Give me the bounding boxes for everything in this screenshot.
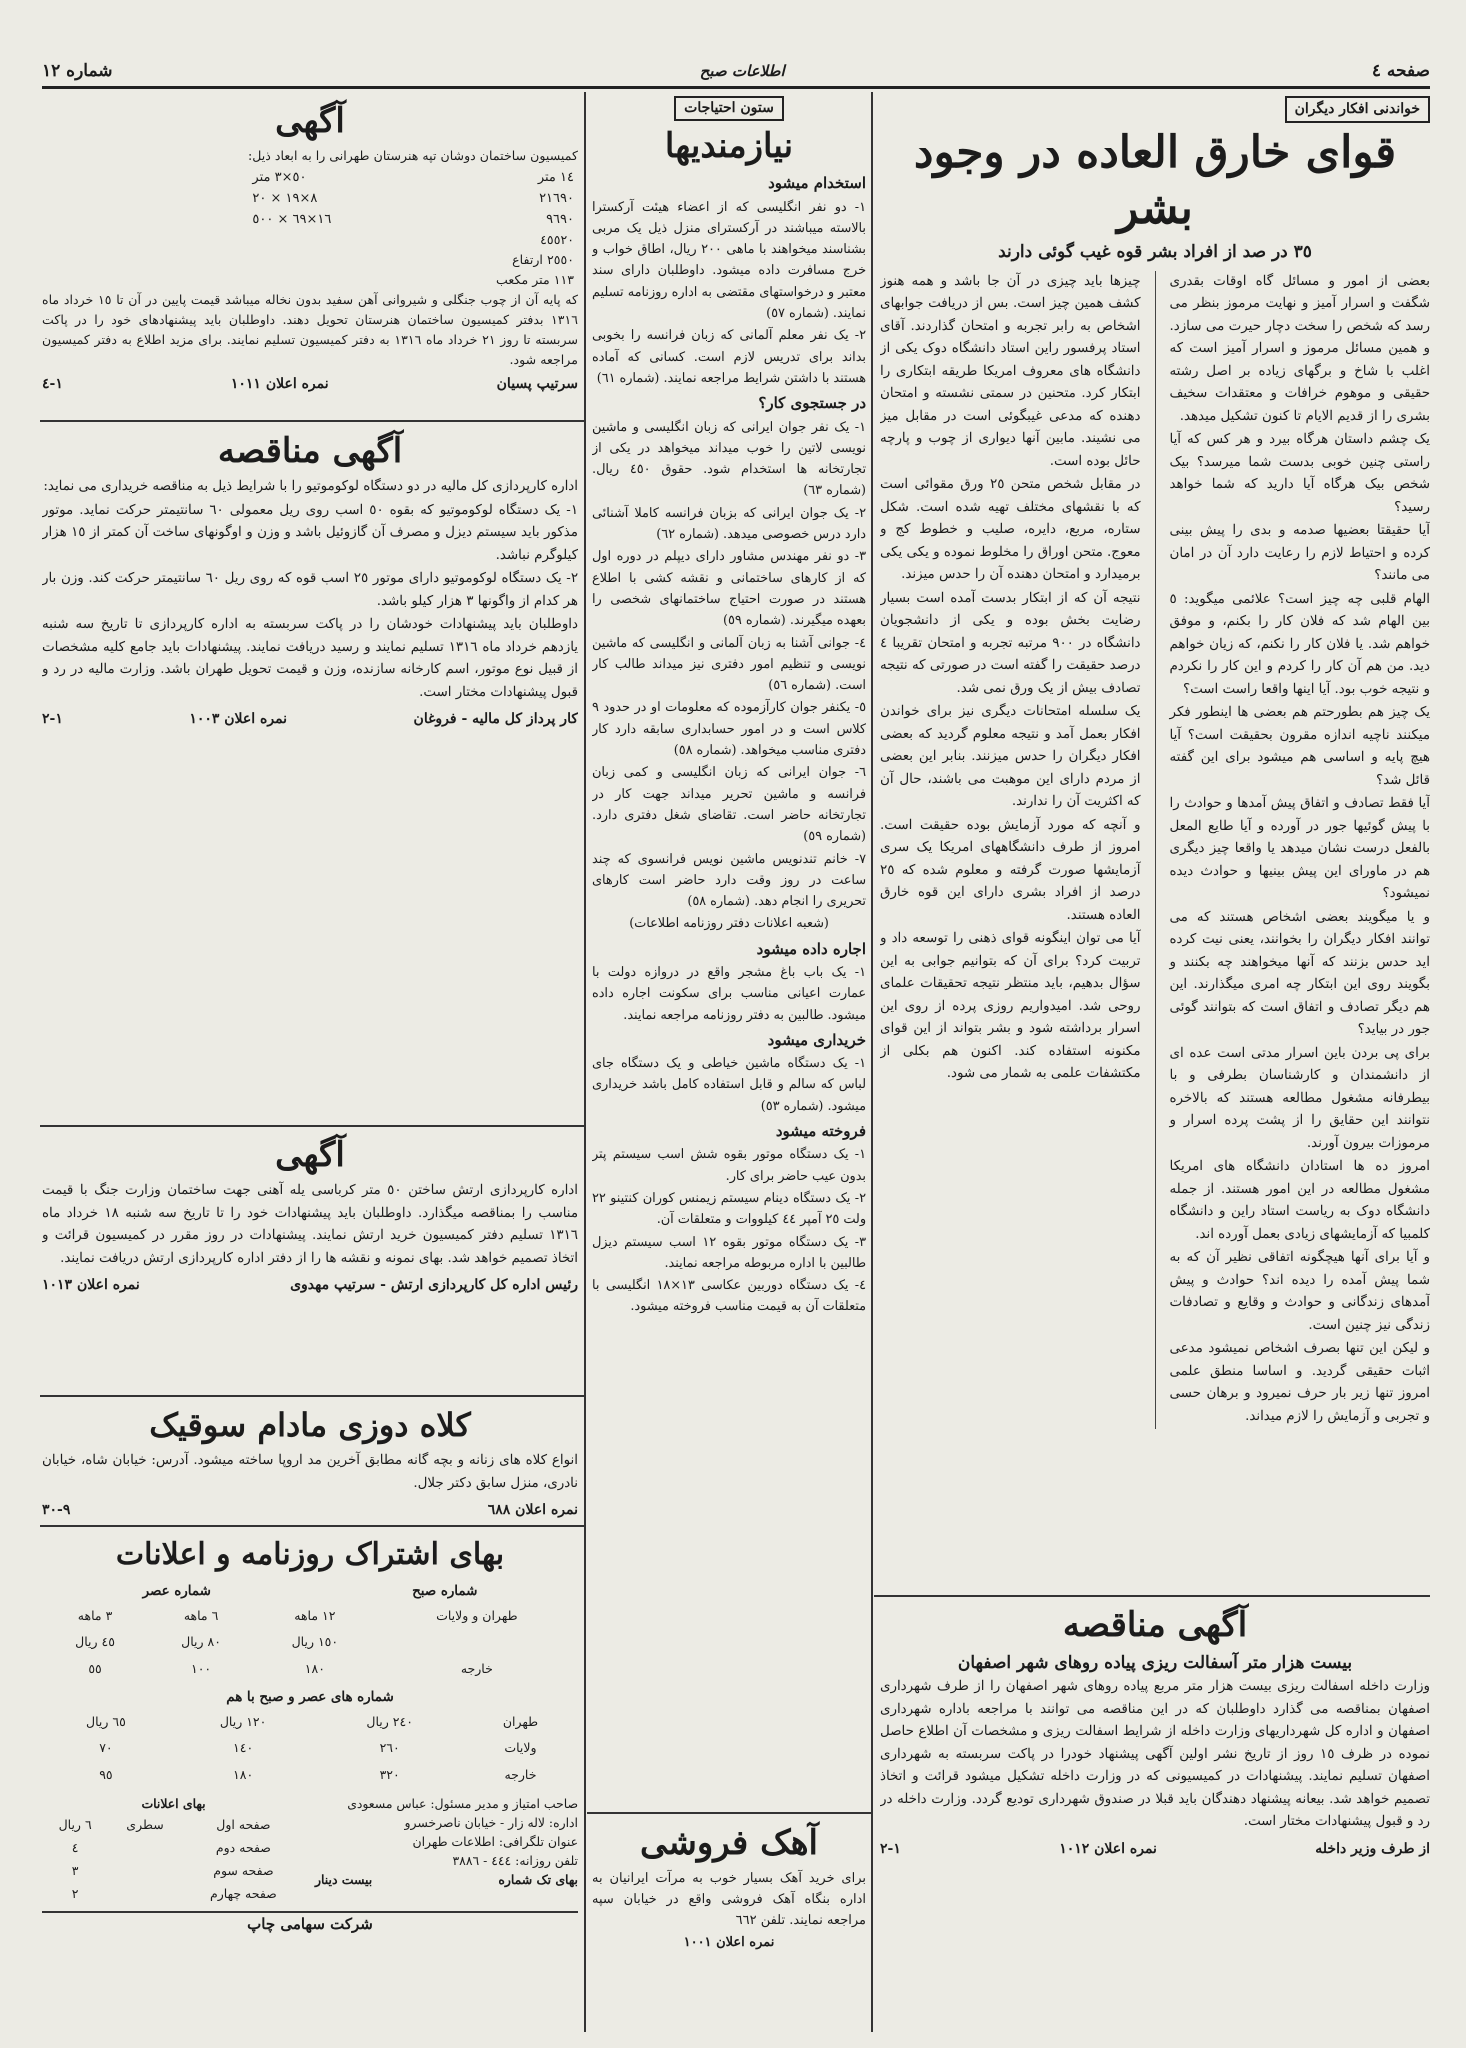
table-cell: ١٨٠ [304,1660,325,1676]
tender-ad-locomotive [42,426,578,1122]
table-cell: صفحه اول [216,1817,271,1832]
table-cell: صفحه سوم [213,1863,274,1878]
ad-title: آهک فروشی [640,1823,818,1863]
table-cell: ٨٠ ریال [181,1634,221,1649]
lime-sale-ad [592,1818,866,2030]
ad-title: آگهی مناقصه [217,431,403,471]
ad-subtitle: بیست هزار متر آسفالت ریزی پیاده روهای شهر اصفهان [957,1653,1353,1673]
phone-line: تلفن روزانه: ٤٤٤ - ٣٨٨٦ [452,1853,578,1868]
ad-rates [42,1794,305,1905]
dimension-value: ١٤ متر [537,170,574,185]
article-subcolumn-right [1170,271,1431,1430]
table-cell [376,1629,578,1656]
classified-item: ٢- یک دستگاه دینام سیستم زیمنس کوران کنتینو ٢٢ ولت ٢٥ آمپر ٤٤ کیلووات و متعلقات آن. [592,1190,866,1228]
section-divider [874,1595,1430,1597]
table-cell [108,1859,182,1882]
classifieds-note: (شعبه اعلانات دفتر روزنامه اطلاعات) [629,916,829,932]
heading-hiring: استخدام میشود [768,174,866,193]
column-divider [584,92,586,2032]
paragraph: برای پی بردن باین اسرار مدتی است عده ای از دانشمندان و کارشناسان بطرفی و با بیطرفانه مشغول مطالعه هستند که بالاخره نتوانند این حقایق را از پشت پرده اسرار و مرموزات بیرون آورند. [1169,1045,1430,1151]
table-cell: ١٥٠ ریال [291,1634,339,1649]
owner-line: صاحب امتیاز و مدیر مسئول: عباس مسعودی [347,1796,578,1811]
table-cell [108,1882,182,1905]
classified-item: ١- یک باب باغ مشجر واقع در دروازه دولت با عمارت اعیانی مناسب برای سکونت اجاره داده میشود. طالبین به دفتر روزنامه مراجعه نمایند. [592,964,866,1023]
table-row [42,1656,578,1683]
classified-item: ١- دو نفر انگلیسی که از اعضاء هیئت آرکسترا بالاسته میباشند در آرکسترای منزل ذیل یک مربی بشناسند میخواهند با ماهی ٢٠٠ ریال، اطاق خواب و خرج مسافرت داده میشود. داوطلبان دارای سند معتبر و درخواستهای مقتضی به اداره روزنامه تسلیم نمایند. (شماره ٥٧) [592,199,866,322]
ad-intro: کمیسیون ساختمان دوشان تپه هنرستان طهرانی را به ابعاد ذیل: [248,148,578,163]
dimension-row [252,167,574,188]
classified-item: ٢- یک جوان ایرانی که بزبان فرانسه کاملا آشنائی دارد درس خصوصی میدهد. (شماره ٦٢) [592,505,866,543]
table-cell: ٦ ریال [58,1817,92,1832]
paragraph: یک سلسله امتحانات دیگری نیز برای خواندن افکار بعمل آمد و نتیجه معلوم گردید که بعضی افکار دیگران را حدس میزنند. بنابر این بعضی از مردم دارای این موهبت می باشند، حال آن که اکثریت آن را ندارند. [880,704,1141,809]
paragraph: و لیکن این تنها بصرف اشخاص نمیشود مدعی اثبات حقیقی گردید. و اساسا منطق علمی امروز تنها زیر بار حرف نمیرود و برهان حسی و تجربی و آزمایش را لازم میداند. [1169,1341,1430,1424]
classified-item: ٣- یک دستگاه موتور بقوه ١٢ اسب سیستم دیزل طالبین با اداره مربوطه مراجعه نمایند. [592,1234,866,1271]
ad-body: اداره کارپردازی ارتش ساختن ٥٠ متر کرباسی یله آهنی جهت ساختمان وزارت جنگ با قیمت مناسب را بمناقصه میگذارد. داوطلبان باید پیشنهادات خود را تا تاریخ سه شنبه ١٨ خرداد ماه ١٣١٦ تسلیم دفتر کمیسیون خرید ارتش نمایند. پیشنهادات در روز مقرر در کمیسیون قرائت و اتخاذ تصمیم خواهد شد. بهای نمونه و نقشه ها را از دفتر اداره کارپردازی ارتش دریافت نمایند. [42,1183,578,1266]
section-label: خواندنی افکار دیگران [1285,96,1430,123]
ad-signature: از طرف وزیر داخله [1315,1840,1430,1857]
subscription-rates [42,1530,578,2030]
table-row [42,1859,305,1882]
paragraph: و یا میگویند بعضی اشخاص هستند که می توانند افکار دیگران را بخوانند، یعنی نیت کرده اید حدس بزنند که آنها میخواهند چه بکنند و بگویند روی این ابتکار چه امری میگذارند. این هم دیگر تصادف و اتفاق است که بتوانند گوئی جور در بیاید؟ [1169,909,1430,1037]
table-row [42,1603,578,1630]
address-line: اداره: لاله زار - خیابان ناصرخسرو [404,1815,578,1830]
classified-item: ٢- یک نفر معلم آلمانی که زبان فرانسه را بخوبی بداند برای تدریس لازم است. کسانی که آماده هستند با داشتن شرایط مراجعه نمایند. (شماره ٦١) [592,328,866,386]
ad-sequence: ١-٤ [42,376,63,392]
page-header [42,56,1430,89]
paragraph: آیا فقط تصادف و اتفاق پیش آمدها و حوادث را با پیش گوئیها جور در آورده و آیا طایع المعل بالفعل درست نشان میدهد یا واقعا چیز دیگری هم در ماورای این پیش بینیها و حوادث دیده نمیشود؟ [1169,796,1430,901]
table-cell: ٥٥ [88,1660,102,1676]
ad-signature: سرتیپ پسیان [496,376,578,392]
paragraph: و آنچه که مورد آزمایش بوده حقیقت است. امروز از طرف دانشگاههای امریکا یک سری آزمایشها صورت گرفته و معلوم شده که ٢٥ درصد از افراد بشری دارای این قوه خارق العاده هستند. [880,817,1141,923]
ad-body: وزارت داخله اسفالت ریزی بیست هزار متر مربع پیاده روهای شهر اصفهان را از طرف شهرداری اصفهان بمناقصه می گذارد داوطلبان که در این مناقصه می توانند با مراجعه باداره شهرداری اصفهان و اداره کل شهرداریهای وزارت داخله از شرایط اسفالت ریزی و مشخصات آن اطلاع حاصل نموده در ظرف ١٥ روز از تاریخ نشر اولین آگهی پیشنهاد خودرا در پاکت سربسته به شهرداری اصفهان تسلیم نمایند. پیشنهادات در کمیسیونی که در وزارت داخله تشکیل میشود قرائت و اتخاذ تصمیم خواهد شد. بیعانه پیشنهاد دهندگان باید قبلا در صندوق شهرداری تودیع گردد. وزارت داخله در رد و قبول پیشنهادات مختار است. [880,1679,1430,1829]
table-cell: ٣ [71,1863,79,1878]
classified-item: ٧- خانم تندنویس ماشین نویس فرانسوی که چند ساعت در روز وقت دارد حاضر است کارهای تحریری را انجام دهد. (شماره ٥٨) [592,851,866,910]
table-cell: ٢٤٠ ریال [366,1713,413,1729]
rates-morning-label: شماره صبح [412,1583,478,1599]
table-cell: ولایات [504,1740,537,1755]
table-cell: ٣٢٠ [379,1766,400,1782]
ad-body: انواع کلاه های زنانه و بچه گانه مطابق آخرین مد اروپا ساخته میشود. آدرس: خیابان شاه، خیابان نادری، منزل سابق دکتر جلال. [42,1453,578,1491]
ad-army-procurement [42,1130,578,1392]
table-cell: صفحه دوم [215,1840,271,1855]
price-value: بیست دینار [315,1872,373,1887]
table-cell: خارجه [504,1766,537,1782]
ad-item: ١- یک دستگاه لوکوموتیو که بقوه ٥٠ اسب روی ریل معمولی ٦٠ سانتیمتر حرکت نماید. موتور مذکور باید سیستم دیزل و مصرف آن گازوئیل باشد و وزن و اوگونهای ساخت آن کمتر از ١٥ هزار کیلوگرم نباشد. [42,502,578,563]
table-cell [108,1836,182,1859]
ad-sequence: ١-٢ [42,711,63,727]
tender-ad-asphalt [880,1600,1430,2030]
dimension-value: ١٦×٦٩ × ٥٠٠ [252,212,332,227]
rates-title: بهای اشتراک روزنامه و اعلانات [115,1537,505,1572]
paragraph: آیا می توان اینگونه قوای ذهنی را توسعه داد و تربیت کرد؟ برای آن که بتوانیم جوابی به این سؤال بدهیم، باید منتظر نتیجه تحقیقات علمای روحی شد. امیدواریم روزی پرده از روی این اسرار برداشته شود و بشر بتواند از این قوای مکنونه استفاده کند. اکنون هم بکلی از مکتشفات علمی به شمار می شود. [880,931,1141,1081]
section-divider [40,1525,584,1527]
table-cell: ٤٥ ریال [75,1634,115,1649]
telegram-line: عنوان تلگرافی: اطلاعات طهران [412,1834,578,1849]
dimension-row [252,209,574,230]
article-column [880,96,1430,1591]
ad-hat-maker [42,1400,578,1522]
ad-item: ٢- یک دستگاه لوکوموتیو دارای موتور ٢٥ اسب قوه که روی ریل ٦٠ سانتیمتر حرکت کند. وزن بار هر کدام از واگونها ٣ هزار کیلو باشد. [42,571,578,609]
table-cell: ٤ [71,1840,79,1855]
dimension-total: ١١٣ متر مکعب [496,272,574,287]
heading-buying: خریداری میشود [767,1030,866,1049]
ad-body: داوطلبان باید پیشنهادات خودشان را در پاکت سربسته به اداره کارپردازی تا تاریخ سه شنبه یازدهم خرداد ماه ١٣١٦ تسلیم نمایند و رسید دریافت نمایند. پیشنهادات باید جامع کلیه مشخصات از قبیل نوع موتور، اسم کارخانه سازنده، وزن و قیمت تحویل طهران باشد. وزارت مالیه در رد و قبول پیشنهادات مختار است. [42,617,578,700]
table-cell: خارجه [460,1660,493,1676]
ad-construction [42,96,578,416]
article-subcolumn-left [880,271,1141,1430]
ad-signature: رئیس اداره کل کارپردازی ارتش - سرتیپ مهدوی [290,1277,578,1293]
ad-sequence: ٩-٣٠ [42,1502,71,1518]
ad-title: کلاه دوزی مادام سوقیک [149,1406,471,1444]
table-cell: ١٨٠ [233,1766,254,1782]
ad-number: نمره اعلان ١٠١٢ [1059,1840,1157,1857]
dimension-value: ٥٠×٣ متر [252,170,307,185]
table-row [42,1813,305,1836]
paragraph: امروز ده ها استادان دانشگاه های امریکا مشغول مطالعه در این امور هستند. از جمله دانشگاه دوک به ریاست استاد راین و دانشگاه کلمبیا که آزمایشهای زیادی بعمل آورده اند. [1169,1159,1430,1242]
article-title: قوای خارق العاده در وجود بشر [913,126,1397,234]
ad-title: آگهی [275,101,345,141]
table-cell: ١٠٠ [190,1660,212,1676]
paragraph: نتیجه آن که از ابتکار بدست آمده است بسیار رضایت بخش بوده و یکی از دانشجویان دانشگاه در ٩٠٠ مرتبه تجربه و امتحان تقریبا ٤ درصد حقیقت را گفته است در صورتی که نتیجه تصادف بیش از یک ورق نمی شد. [880,590,1141,696]
table-cell: ٦ ماهه [183,1607,219,1623]
rates-table [42,1603,578,1683]
table-cell: ٧٠ [99,1740,113,1755]
classified-item: ٦- جوان ایرانی که زبان انگلیسی و کمی زبان فرانسه و ماشین تحریر میداند جهت کار در تجارتخانه حاضر است. تقاضای شغل دفتری دارد. (شماره ٥٩) [592,765,866,845]
table-cell: طهران و ولایات [436,1607,518,1623]
table-row [42,1762,578,1789]
paragraph: یک چیز هم بطورحتم هم بعضی ها اینطور فکر میکنند ناچیه اندازه مقرون بحقیقت است؟ آیا هیچ پایه و اساسی هم میشود برای این گفته قائل شد؟ [1169,705,1430,788]
rates-both-table [42,1709,578,1789]
dimension-value: ٩٦٩٠ [546,212,574,227]
ad-number: نمره اعلان ١٠٠٣ [189,711,288,727]
section-divider [587,1812,871,1814]
article-subtitle: ٣٥ در صد از افراد بشر قوه غیب گوئی دارند [998,241,1312,262]
dimension-total: ٤٥٥٢٠ [540,232,574,247]
issue-number: شماره ١٢ [42,61,113,81]
table-cell: ٣ ماهه [77,1607,113,1623]
dimension-value: ٢١٦٩٠ [539,191,574,206]
ad-body: که پایه آن از چوب جنگلی و شیروانی آهن سفید بدون نخاله میباشد قیمت پایین در آن تا ١٥ خرداد ماه ١٣١٦ بدفتر کمیسیون ساختمان هنرستان تحویل دهند. داوطلبان باید پیشنهادهای خود را در پاکت سربسته تا روز ٢١ خرداد ماه ١٣١٦ به دفتر کمیسیون تسلیم نمایند. برای مزید اطلاع به دفتر کمیسیون مراجعه شود. [42,292,578,367]
table-cell: ١٢ ماهه [294,1607,336,1623]
ad-signature: کار پرداز کل مالیه - فروغان [413,711,578,727]
ad-rates-table [42,1813,305,1905]
section-divider [40,1395,584,1397]
dimension-row [252,188,574,209]
page-number: صفحه ٤ [1371,61,1430,81]
paragraph: و آیا برای آنها هیچگونه اتفاقی نظیر آن که به شما پیش آمده را دیده اند؟ حوادث و پیش آمدهای زندگانی و حوادث و وقایع و تصادفات زندگی نیز چنین است. [1169,1250,1430,1333]
ad-body: برای خرید آهک بسیار خوب به مرآت ایرانیان به اداره بنگاه آهک فروشی واقع در خیابان سپه مراجعه نمایند. تلفن ٦٦٢ [592,1871,866,1928]
classifieds-title: نیازمندیها [664,126,794,167]
classified-item: ٤- یک دستگاه دوربین عکاسی ١٣×١٨ انگلیسی با متعلقات آن به قیمت مناسب فروخته میشود. [592,1278,866,1315]
section-divider [40,1125,584,1127]
table-cell: ٩٥ [99,1766,113,1782]
printer-line: شرکت سهامی چاپ [42,1911,578,1936]
paragraph: یک چشم داستان هرگاه بیرد و هر کس که آیا راستی چنین خوبی بدست شما میرسد؟ بیک شخص بیک هرگاه آیا دارید که شما خواهد رسید؟ [1169,432,1430,515]
table-row [42,1882,305,1905]
classifieds-column [592,96,866,1806]
newspaper-name: اطلاعات صبح [699,62,785,80]
classified-item: ١- یک دستگاه موتور بقوه شش اسب سیستم پتر بدون عیب حاضر برای کار. [592,1147,866,1184]
ad-number: نمره اعلان ١٠١١ [230,376,329,392]
section-divider [40,420,584,422]
table-cell: ١٤٠ [233,1740,254,1755]
table-row [42,1836,305,1859]
classified-item: ٣- دو نفر مهندس مشاور دارای دیپلم در دوره اول که از کارهای ساختمانی و نقشه کشی با اطلاع هستند در صورت احتیاج ساختمانهای شخصی را بعهده میگیرند. (شماره ٥٩) [592,549,866,629]
table-row [42,1735,578,1762]
classified-item: ٥- یکنفر جوان کارآزموده که معلومات او در حدود ٩ کلاس است و در امور حسابداری سابقه دارد کار دفتری مناسب میخواهد. (شماره ٥٨) [592,700,866,759]
table-cell: ٢٦٠ [379,1740,400,1755]
column-divider [871,92,873,2032]
table-row [42,1709,578,1736]
paragraph: آیا حقیقتا بعضیها صدمه و بدی را پیش بینی کرده و احتیاط لازم را رعایت دارد آن در امان می مانند؟ [1169,523,1430,583]
heading-rent: اجاره داده میشود [756,939,866,958]
publisher-info [315,1794,578,1905]
ad-sequence: ١-٢ [880,1840,901,1857]
dimension-value: ٨×١٩ × ٢٠ [252,191,318,206]
heading-job-seeking: در جستجوی کار؟ [758,394,866,413]
table-cell: ١٢٠ ریال [219,1713,267,1729]
table-row [42,1629,578,1656]
ad-intro: اداره کارپردازی کل مالیه در دو دستگاه لوکوموتیو را با شرایط ذیل به مناقصه خریداری می نماید: [43,479,578,494]
ad-rates-title: بهای اعلانات [141,1796,206,1811]
table-cell: طهران [502,1713,539,1729]
paragraph: الهام قلبی چه چیز است؟ علائمی میگوید: ٥ بین الهام شد که فلان کار را بکنم، و موفق خواهم شد. یا فلان کار را نکنم، که زیان خواهم دید. من هم آن کار را کردم و این کار را نکردم و نتیجه خوب بود. آیا اینها واقعا راست است؟ [1169,591,1430,697]
table-cell: سطری [126,1817,164,1832]
subcolumn-divider [1155,271,1156,1430]
table-cell: صفحه چهارم [210,1886,277,1901]
price-label: بهای تک شماره [498,1872,578,1887]
paragraph: در مقابل شخص متحن ٢٥ ورق مقوائی است که با نقشهای مختلف تهیه شده است. شکل ستاره، مربع، دایره، صلیب و خطوط کج و معوج. متحن اوراق را مخلوط نموده و یکی یکی برمیدارد و امتحان دهنده آن را حدس میزند. [880,477,1141,582]
rates-evening-label: شماره عصر [142,1583,211,1599]
ad-title: آگهی مناقصه [1062,1605,1248,1645]
paragraph: چیزها باید چیزی در آن جا باشد و همه هنوز کشف همین چیز است. بس از دریافت جوابهای اشخاص به رابر تجربه و امتحان گذاردند. آقای استاد پرفسور راین استاد دانشگاه دوک یکی از دانشگاه های معروف امریکا طریقه ابتکاری را ابتکار کرد. متحنین در سمتی نشسته و امتحان دهنده که مدعی غیبگوئی است در مقابل میز می نشیند. مابین آنها دیواری از چوب و پارچه حائل بوده است. [880,273,1141,469]
classifieds-banner: ستون احتیاجات [674,96,784,121]
classified-item: ١- یک دستگاه ماشین خیاطی و یک دستگاه جای لباس که سالم و قابل استفاده کامل باشد خریداری میشود. (شماره ٥٣) [592,1056,866,1114]
table-cell: ٦٥ ریال [86,1713,126,1729]
rates-both-label: شماره های عصر و صبح با هم [226,1689,394,1705]
heading-for-sale: فروخته میشود [775,1122,866,1141]
ad-number: نمره اعلان ١٠٠١ [683,1935,775,1950]
paragraph: بعضی از امور و مسائل گاه اوقات بقدری شگفت و اسرار آمیز و نهایت مرموز بنظر می رسد که شخص را سخت دچار حیرت می سازد. و همین مسائل مرموز و اسرار آمیز است که اغلب با شاخ و برگهای زیاده بر اصل رشته حقیقی و موهوم خرافات و معتقدات سخیف بشری را از قدیم الایام تا کنون تشکیل میدهد. [1169,273,1430,424]
ad-number: نمره اعلان ١٠١٣ [42,1277,140,1293]
classified-item: ٤- جوانی آشنا به زبان آلمانی و انگلیسی که ماشین نویسی و تنظیم امور دفتری نیز میداند طالب کار است. (شماره ٥٦) [592,635,866,694]
table-cell: ٢ [71,1886,79,1901]
dimension-total: ٢٥٥٠ ارتفاع [512,252,574,267]
ad-title: آگهی [275,1135,345,1175]
classified-item: ١- یک نفر جوان ایرانی که زبان انگلیسی و ماشین نویسی لاتین را خوب میداند میخواهد در یکی از تجارتخانه ها استخدام شود. حقوق ٤٥٠ ریال. (شماره ٦٣) [592,419,866,499]
ad-number: نمره اعلان ٦٨٨ [487,1502,578,1518]
